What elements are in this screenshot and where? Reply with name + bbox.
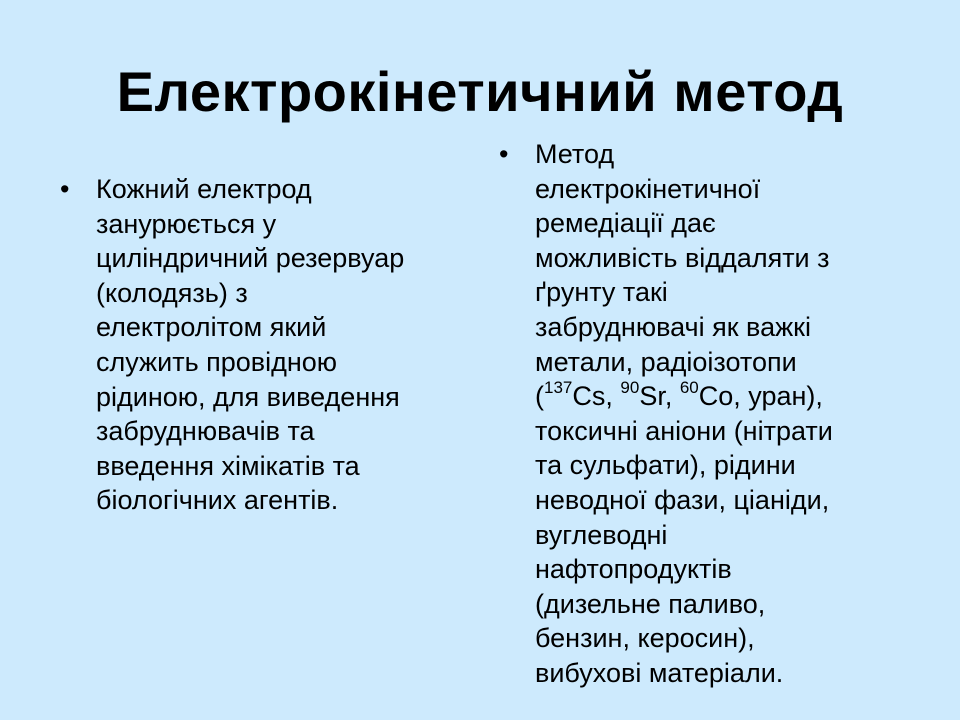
right-column (497, 137, 907, 691)
isotope-open-paren: ( (535, 381, 544, 412)
text-line: забруднювачів та (96, 416, 315, 447)
text-line: та сульфати), рідини (535, 450, 796, 481)
text-line: забруднювачі як важкі (535, 311, 811, 342)
sr-mass-number: 90 (620, 378, 640, 398)
cs-symbol: Cs, (572, 381, 621, 412)
text-line: ґрунту такі (535, 277, 668, 308)
text-line: вибухові матеріали. (535, 657, 784, 688)
text-line: циліндричний резервуар (96, 243, 405, 274)
isotope-line (535, 379, 907, 414)
text-line: електрокінетичної (535, 173, 761, 204)
slide-title: Електрокінетичний метод (116, 60, 844, 123)
text-line: Метод (535, 139, 615, 169)
text-line: електролітом який (96, 312, 327, 343)
text-line: (дизельне паливо, (535, 588, 766, 619)
text-line: занурюється у (96, 208, 277, 239)
left-column (58, 172, 468, 518)
bullet-text (96, 172, 468, 518)
bullet-text (535, 137, 907, 691)
sr-symbol: Sr, (639, 381, 680, 412)
text-line: служить провідною (96, 346, 338, 377)
text-line: бензин, керосин), (535, 623, 755, 654)
text-line: можливість віддаляти з (535, 242, 830, 273)
bullet-marker: • (60, 174, 70, 204)
text-line: (колодязь) з (96, 277, 248, 308)
text-line: вуглеводні (535, 519, 668, 550)
cs-mass-number: 137 (544, 378, 573, 398)
bullet-item-electrode (58, 172, 468, 518)
text-line: нафтопродуктів (535, 554, 732, 585)
text-line: токсичні аніони (нітрати (535, 415, 833, 446)
bullet-item-method (497, 137, 907, 691)
text-line: метали, радіоізотопи (535, 346, 797, 377)
text-line: ремедіації дає (535, 208, 716, 239)
text-line: неводної фази, ціаніди, (535, 484, 830, 515)
co-symbol: Co, уран), (698, 381, 823, 412)
text-line: введення хімікатів та (96, 450, 360, 481)
text-line: рідиною, для виведення (96, 381, 400, 412)
text-line: біологічних агентів. (96, 485, 339, 516)
text-line: Кожний електрод (96, 174, 312, 204)
bullet-marker: • (499, 139, 509, 169)
co-mass-number: 60 (679, 378, 699, 398)
